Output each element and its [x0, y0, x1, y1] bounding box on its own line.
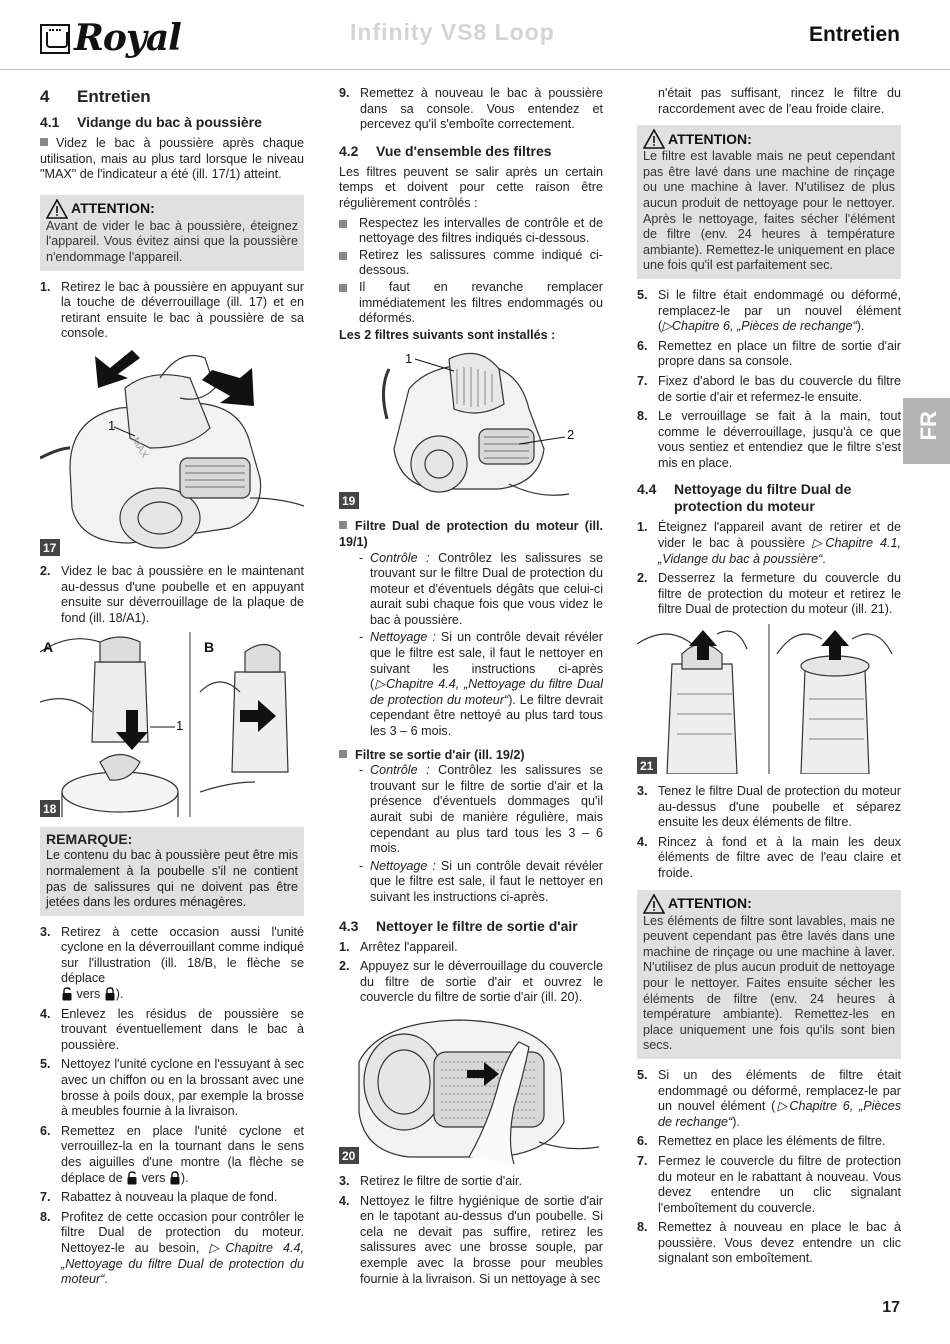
bullet-square-icon — [40, 138, 48, 146]
installed-filters-label: Les 2 filtres suivants sont installés : — [339, 327, 556, 342]
svg-text:1: 1 — [108, 417, 116, 433]
list-item: 3. Retirez le filtre de sortie d'air. — [339, 1173, 522, 1188]
list-item: 1. Arrêtez l'appareil. — [339, 939, 458, 954]
chapter-reference: ▷Chapitre 4.4, „Nettoyage du filtre Dual de protection du moteur“ — [61, 1240, 304, 1287]
figure-number: 19 — [339, 492, 359, 509]
steps-list-j — [637, 1068, 901, 1267]
section-heading-4-4: 4.4 Nettoyage du filtre Dual de protection du moteur — [637, 481, 852, 515]
list-item: 6. Remettez en place les éléments de filtre. — [637, 1134, 886, 1149]
figure-number: 21 — [637, 757, 657, 774]
bullet-square-icon — [339, 521, 347, 529]
list-item: 4. Rincez à fond et à la main les deux éléments de filtre avec de l'eau claire et froide. — [637, 834, 901, 880]
steps-list-g — [637, 288, 901, 472]
attention-box: ATTENTION: Le filtre est lavable mais ne peut cependant pas être lavé dans une machine de rinçage ou une machine à laver. N'utilisez de plus aucun produit de nettoyage pour le nettoyer. Après le nettoyage, faites sécher l'élément de filtre (env. 24 heures à température ambiante). Remettez-le uniquement en place une fois qu'il est parfaitement sec. — [637, 125, 901, 279]
figure-20 — [339, 1012, 603, 1164]
remark-box: REMARQUE: Le contenu du bac à poussière peut être mis normalement à la poubelle s'il ne contient pas de salissures qui ne doivent pas être jetées dans les ordures ménagères. — [40, 827, 304, 915]
filters-intro: Les filtres peuvent se salir après un certain temps et doivent pour cette raison être régulièrement contrôlés : — [339, 164, 603, 210]
chapter-reference: ▷Chapitre 6, „Pièces de rechange“ — [662, 319, 857, 334]
figure-number: 18 — [40, 800, 60, 817]
steps-list-a — [40, 280, 304, 342]
list-item: 7. Fixez d'abord le bas du couvercle du filtre de sortie d'air et refermez-le ensuite. — [637, 373, 901, 404]
steps-list-c — [40, 925, 304, 1288]
attention-box: ATTENTION: Avant de vider le bac à poussière, éteignez l'appareil. Vous évitez ainsi que la poussière n'endommage l'appareil. — [40, 195, 304, 271]
column-2 — [339, 86, 603, 1291]
list-item: 6. Remettez en place un filtre de sortie d'air propre dans sa console. — [637, 338, 901, 369]
list-item: Retirez les salissures comme indiqué ci-dessous. — [339, 248, 603, 279]
column-1 — [40, 86, 304, 1292]
chapter-reference: ▷Chapitre 6, „Pièces de rechange“ — [658, 1099, 901, 1129]
list-item: - Nettoyage : Si un contrôle devait révéler que le filtre est sale, il faut le nettoyer en suivant les instructions ci-après. — [359, 858, 603, 904]
chapter-reference: ▷Chapitre 4.1, „Vidange du bac à poussière“ — [658, 536, 902, 566]
list-item: 7. Fermez le couvercle du filtre de protection du moteur en le rabattant à nouveau. Vous devez entendre un clic signalant l'emboîtement du couvercle. — [637, 1153, 901, 1215]
list-item: 3. Tenez le filtre Dual de protection du moteur au-dessus d'une poubelle et séparez ensuite les deux éléments de filtre. — [637, 784, 901, 830]
bullet-square-icon — [339, 220, 347, 228]
list-item: 1. Éteignez l'appareil avant de retirer et de vider le bac à poussière ▷Chapitre 4.1, „Vidange du bac à poussière“. — [637, 520, 902, 566]
warning-triangle-icon — [643, 894, 665, 914]
figure-21 — [637, 624, 901, 774]
brand-logo — [40, 17, 181, 60]
figure-19-callout-1: 1 — [405, 351, 413, 367]
bullet-square-icon — [339, 284, 347, 292]
list-item: 4. Nettoyez le filtre hygiénique de sortie d'air en le tapotant au-dessus d'un poubelle. Si cela ne devait pas suffire, retirez les salissures avec une brosse souple, par exemple avec la brosse pour meubles fournie à la livraison. Si un nettoyage à sec — [339, 1193, 603, 1286]
steps-list-e — [339, 940, 603, 1006]
list-item: Il faut en revanche remplacer immédiatement les filtres endommagés ou déformés. — [339, 280, 603, 327]
page-number: 17 — [882, 1299, 900, 1316]
header-section-title: Entretien — [808, 23, 900, 46]
figure-18-callout: 1 — [176, 718, 184, 734]
list-item: 9. Remettez à nouveau le bac à poussière dans sa console. Vous entendez et percevez qu'il s'emboîte correctement. — [339, 86, 603, 132]
figure-17 — [40, 348, 304, 556]
list-item: 1. Retirez le bac à poussière en appuyant sur la touche de déverrouillage (ill. 17) et en retirant ensuite le bac à poussière de sa console. — [40, 279, 304, 341]
list-item: 6. Remettez en place l'unité cyclone et verrouillez-la en la tournant dans le sens des aiguilles d'une montre (la flèche se déplace de vers ). — [40, 1123, 304, 1185]
crown-crest-icon — [40, 24, 70, 54]
figure-18-label-a: A — [43, 639, 54, 656]
list-item: 8. Remettez à nouveau en place le bac à poussière. Vous devez entendre un clic signalant son emboîtement. — [637, 1220, 901, 1266]
section-heading-4-1: 4.1 Vidange du bac à poussière — [40, 114, 262, 130]
list-item: 4. Enlevez les résidus de poussière se trouvant éventuellement dans le bac à poussière. — [40, 1006, 304, 1052]
section-heading-4-3: 4.3 Nettoyer le filtre de sortie d'air — [339, 917, 578, 934]
list-item: 8. Profitez de cette occasion pour contrôler le filtre Dual de protection du moteur. Nettoyez-le au besoin, ▷Chapitre 4.4, „Nettoyage du filtre Dual de protection du moteur“. — [40, 1209, 304, 1287]
bullet-square-icon — [339, 252, 347, 260]
model-name: Infinity VS8 Loop — [350, 19, 555, 45]
steps-list-i — [637, 784, 901, 882]
figure-18-label-b: B — [204, 639, 215, 656]
steps-list-d — [339, 86, 603, 133]
list-item: - Nettoyage : Si un contrôle devait révéler que le filtre est sale, il faut le nettoyer en suivant les instructions ci-après (▷Chapitre 4.4, „Nettoyage du filtre Dual de protection du moteur“). Le filtre devrait cependant être nettoyé au plus tard tous les 3 – 6 mois. — [359, 630, 603, 739]
page-header — [0, 0, 950, 70]
figure-number: 17 — [40, 539, 60, 556]
figure-19-callout-2: 2 — [567, 427, 575, 443]
list-item: Respectez les intervalles de contrôle et de nettoyage des filtres indiqués ci-dessous. — [339, 216, 603, 247]
list-item: 2. Videz le bac à poussière en le maintenant au-dessus d'une poubelle et en appuyant ensuite sur déverrouillage de la plaque de fond (ill. 18/A1). — [40, 563, 304, 625]
filter-1-title: Filtre Dual de protection du moteur (ill. 19/1) — [339, 519, 603, 549]
list-item: 3. Retirez à cette occasion aussi l'unité cyclone en la déverrouillant comme indiqué sur l'illustration (ill. 18/B, le flèche se déplace vers ). — [40, 924, 304, 1002]
lock-open-icon — [62, 987, 72, 1001]
list-item: 2. Desserrez la fermeture du couvercle du filtre de protection du moteur et retirez le filtre Dual de protection du moteur (ill. 21). — [637, 571, 901, 617]
lock-open-icon — [127, 1171, 137, 1185]
lock-closed-icon — [170, 1171, 180, 1185]
filters-bullets — [339, 216, 603, 327]
column-3 — [637, 86, 901, 1271]
steps-list-b — [40, 564, 304, 626]
warning-triangle-icon — [46, 199, 68, 219]
filter-2-title: Filtre se sortie d'air (ill. 19/2) — [339, 748, 603, 764]
figure-18 — [40, 632, 304, 817]
list-item: 2. Appuyez sur le déverrouillage du couvercle du filtre de sortie d'air et ouvrez le couvercle du filtre de sortie d'air (ill. 20). — [339, 959, 603, 1005]
figure-19 — [339, 349, 603, 509]
language-tab: FR — [903, 398, 950, 464]
lock-closed-icon — [105, 987, 115, 1001]
warning-triangle-icon — [643, 129, 665, 149]
chapter-heading: 4 Entretien — [40, 87, 151, 106]
list-item: 7. Rabattez à nouveau la plaque de fond. — [40, 1190, 278, 1205]
steps-list-h — [637, 520, 901, 618]
section-heading-4-2: 4.2 Vue d'ensemble des filtres — [339, 142, 552, 159]
bullet-square-icon — [339, 750, 347, 758]
figure-number: 20 — [339, 1147, 359, 1164]
list-item: 5. Si le filtre était endommagé ou déformé, remplacez-le par un nouvel élément (▷Chapitre 6, „Pièces de rechange“). — [637, 287, 901, 334]
list-item: 5. Si un des éléments de filtre était endommagé ou déformé, remplacez-le par un nouvel élément (▷Chapitre 6, „Pièces de rechange“). — [637, 1067, 901, 1129]
list-item: 8. Le verrouillage se fait à la main, tout comme le déverrouillage, jusqu'à ce que vous sentiez et entendiez que le filtre s'est mis en place. — [637, 409, 901, 470]
list-item: - Contrôle : Contrôlez les salissures se trouvant sur le filtre Dual de protection du moteur et d'éventuels dégâts que celui-ci aurait subi chaque fois que vous videz le bac à poussière. — [359, 550, 603, 627]
chapter-reference: ▷Chapitre 4.4, „Nettoyage du filtre Dual de protection du moteur“ — [370, 677, 603, 707]
continued-paragraph: n'était pas suffisant, rincez le filtre du raccordement avec de l'eau froide claire. — [658, 86, 901, 116]
brand-name: Royal — [74, 17, 181, 60]
list-item: 5. Nettoyez l'unité cyclone en l'essuyant à sec avec un chiffon ou en la brossant avec une brosse à poils doux, par exemple la brosse à meubles fournie à la livraison. — [40, 1057, 304, 1119]
list-item: - Contrôle : Contrôlez les salissures se trouvant sur le filtre de sortie d'air et la présence d'éventuels dommages qu'il aurait subi de manière régulière, mais cependant au plus tard tous les 3 – 6 mois. — [359, 763, 603, 856]
attention-box: ATTENTION: Les éléments de filtre sont lavables, mais ne peuvent cependant pas être lavés dans une machine de rinçage ou une machine à laver. N'utilisez de plus aucun produit de nettoyage pour le nettoyer. Faites ensuite sécher les éléments de filtre (env. 24 heures à température ambiante). Remettez-les en place uniquement une fois qu'ils sont bien secs. — [637, 890, 901, 1059]
steps-list-f — [339, 1174, 603, 1287]
intro-paragraph: Videz le bac à poussière après chaque utilisation, mais au plus tard lorsque le niveau "MAX" de l'indicateur a été (ill. 17/1) atteint. — [40, 136, 304, 182]
svg-text:MAX: MAX — [129, 435, 150, 461]
